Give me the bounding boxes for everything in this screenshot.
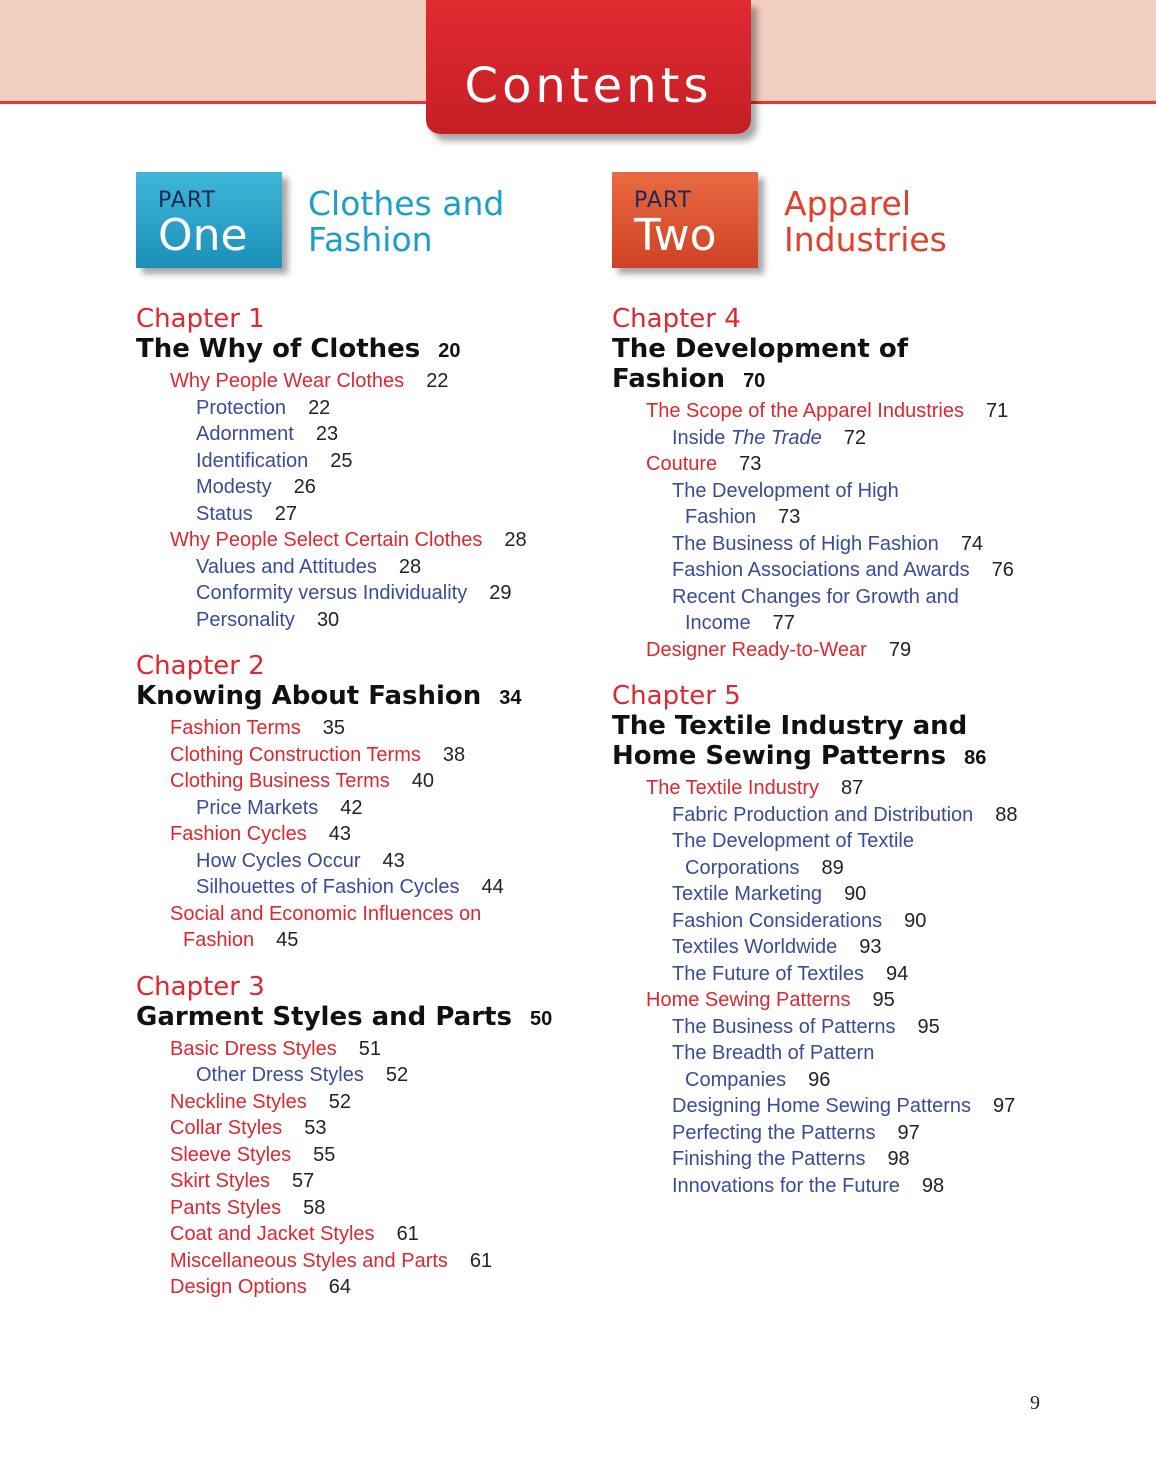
entry-title-text: Collar Styles (170, 1117, 283, 1139)
entry-title-text: Conformity versus Individuality (196, 582, 468, 604)
entry-title-text: Values and Attitudes (196, 555, 377, 578)
chapter-title (136, 681, 586, 713)
toc-entry (612, 584, 1122, 637)
entry-page: 44 (481, 876, 504, 898)
toc-entry (136, 768, 586, 795)
toc-entry (612, 1120, 1122, 1147)
chapter-title-text: Fashion (612, 364, 726, 394)
entry-page: 71 (985, 400, 1009, 422)
toc-entry (612, 1040, 1122, 1093)
toc-entry (136, 580, 586, 607)
entry-title (196, 797, 318, 819)
entry-page: 93 (859, 936, 882, 958)
entry-title-text: Modesty (196, 476, 272, 498)
entry-title (196, 556, 377, 578)
entry-title-text: Designer Ready-to-Wear (646, 638, 867, 661)
entry-title-text: Protection (196, 396, 287, 419)
part-word: PART (634, 188, 693, 213)
entry-page: 30 (316, 608, 340, 631)
entry-continuation (672, 855, 1122, 882)
entry-title (170, 1144, 291, 1166)
entry-title (196, 423, 294, 445)
page-number: 9 (1030, 1392, 1040, 1414)
entry-title-text: Clothing Construction Terms (170, 743, 421, 766)
entry-title (672, 804, 973, 826)
entry-title-text: Neckline Styles (170, 1090, 307, 1113)
toc-entry (136, 527, 586, 554)
toc-entry (136, 448, 586, 475)
entry-title (170, 529, 482, 551)
toc-entry (612, 425, 1122, 452)
entry-page: 95 (872, 989, 895, 1011)
toc-entry (612, 398, 1122, 425)
toc-entry (612, 802, 1122, 829)
chapter-page: 50 (529, 1007, 553, 1030)
entry-page: 26 (293, 476, 316, 498)
entry-page: 45 (276, 929, 299, 951)
entry-page: 38 (442, 743, 466, 766)
toc-entry (136, 1115, 586, 1142)
toc-entry (136, 607, 586, 634)
toc-entry (612, 934, 1122, 961)
toc-entry (136, 795, 586, 822)
contents-tab (426, 0, 751, 134)
entry-title-text: Corporations (685, 856, 800, 879)
entry-page: 28 (504, 529, 527, 551)
part-title-line: Industries (784, 220, 947, 259)
part-number: Two (634, 210, 717, 261)
entry-title (170, 1091, 307, 1113)
toc-entry (612, 478, 1122, 531)
entry-title (646, 989, 851, 1011)
part-badge (136, 172, 282, 268)
part-title-line: Fashion (308, 220, 433, 259)
toc-entry (136, 821, 586, 848)
entry-page: 43 (328, 823, 351, 845)
entry-title-text: The Future of Textiles (672, 962, 864, 985)
entry-title-text: Fabric Production and Distribution (672, 803, 974, 826)
chapter-block (612, 681, 1122, 1199)
entry-title-text: Perfecting the Patterns (672, 1121, 876, 1144)
chapter-title-text: The Why of Clothes (136, 334, 421, 364)
entry-title (170, 1038, 337, 1060)
chapter-title-text: Home Sewing Patterns (612, 741, 947, 771)
entry-title-text: The Development of High (672, 479, 899, 502)
part-word: PART (158, 188, 217, 213)
entry-title-text: The Business of High Fashion (672, 532, 939, 555)
part-two-column (612, 172, 1122, 1217)
entry-title-text: Other Dress Styles (196, 1064, 364, 1086)
entry-title (196, 876, 459, 898)
entry-page: 98 (921, 1174, 945, 1197)
toc-entry (612, 1173, 1122, 1200)
entry-title (672, 1148, 865, 1170)
entry-title (170, 1250, 448, 1272)
toc-entry (612, 1146, 1122, 1173)
toc-entry (136, 474, 586, 501)
entry-page: 40 (411, 770, 434, 792)
entry-title-text: Fashion Terms (170, 717, 301, 739)
entry-title-text: Fashion Associations and Awards (672, 559, 970, 581)
entry-title-text: Designing Home Sewing Patterns (672, 1095, 972, 1117)
toc-entry (136, 1248, 586, 1275)
entry-title (170, 823, 307, 845)
chapter-title (136, 1002, 586, 1034)
entry-title-text: Social and Economic Influences on (170, 902, 482, 925)
chapter-label: Chapter 5 (612, 681, 741, 711)
entry-title-italic: The Trade (730, 426, 822, 449)
part-title-line: Clothes and (308, 184, 505, 223)
entry-title (170, 370, 404, 392)
entry-page: 97 (993, 1095, 1016, 1117)
entry-title-text: The Scope of the Apparel Industries (646, 400, 964, 422)
entry-page: 51 (358, 1037, 381, 1060)
toc-entry (136, 1062, 586, 1089)
entry-title-text: Adornment (196, 423, 294, 445)
entry-page: 27 (274, 502, 297, 525)
topic-list (612, 398, 1122, 663)
toc-entry (136, 1274, 586, 1301)
chapter-block (136, 304, 586, 633)
entry-title (672, 936, 837, 958)
entry-page: 58 (303, 1196, 326, 1219)
toc-entry (136, 901, 586, 954)
entry-page: 87 (841, 777, 864, 799)
entry-title-text: Design Options (170, 1276, 307, 1298)
topic-list (612, 775, 1122, 1199)
entry-title (170, 744, 421, 766)
entry-title (170, 1117, 282, 1139)
entry-title (672, 533, 939, 555)
entry-title (672, 830, 914, 852)
entry-title (672, 586, 959, 608)
toc-entry (612, 987, 1122, 1014)
entry-title (672, 427, 822, 449)
entry-title-text: Fashion (685, 506, 757, 528)
entry-page: 57 (292, 1170, 315, 1192)
entry-continuation (672, 1067, 1122, 1094)
toc-entry (612, 1014, 1122, 1041)
entry-title (672, 883, 822, 905)
entry-title (672, 910, 882, 932)
part-badge (612, 172, 758, 268)
entry-title (170, 1197, 281, 1219)
topic-list (136, 715, 586, 954)
topic-list (136, 368, 586, 633)
part-one-column (136, 172, 586, 1319)
entry-page: 22 (426, 370, 449, 392)
entry-title-text: Income (685, 612, 751, 634)
entry-title-text: Innovations for the Future (672, 1174, 900, 1197)
entry-title-text: Pants Styles (170, 1196, 282, 1219)
entry-page: 22 (308, 396, 331, 419)
toc-entry (612, 828, 1122, 881)
entry-title-text: Personality (196, 608, 295, 631)
toc-entry (136, 554, 586, 581)
chapter-title-text: Knowing About Fashion (136, 681, 482, 711)
toc-entry (136, 1195, 586, 1222)
entry-title (196, 397, 286, 419)
entry-title (170, 1223, 375, 1245)
entry-page: 73 (739, 453, 762, 475)
toc-entry (136, 501, 586, 528)
entry-title-text: Identification (196, 449, 309, 472)
part-header (136, 172, 586, 282)
entry-title (170, 717, 301, 739)
entry-title-text: Skirt Styles (170, 1170, 271, 1192)
entry-title-text: Fashion Considerations (672, 909, 883, 932)
toc-entry (136, 421, 586, 448)
chapter-label: Chapter 2 (136, 651, 265, 681)
entry-page: 98 (887, 1148, 910, 1170)
entry-title (646, 453, 717, 475)
entry-title-text: Sleeve Styles (170, 1143, 292, 1166)
toc-entry (136, 1142, 586, 1169)
entry-title-text: Textile Marketing (672, 883, 823, 905)
chapter-block (136, 651, 586, 954)
chapter-block (612, 304, 1122, 663)
toc-entry (612, 557, 1122, 584)
entry-page: 61 (396, 1223, 419, 1245)
entry-title-text: Basic Dress Styles (170, 1037, 337, 1060)
entry-title (672, 480, 899, 502)
toc-entry (612, 961, 1122, 988)
entry-title (196, 503, 253, 525)
entry-page: 23 (315, 423, 339, 445)
entry-title (196, 609, 295, 631)
entry-title (646, 777, 819, 799)
entry-title-text: Finishing the Patterns (672, 1148, 866, 1170)
toc-entry (136, 1168, 586, 1195)
entry-title-text: Why People Select Certain Clothes (170, 529, 483, 551)
entry-page: 90 (844, 883, 867, 905)
toc-entry (136, 1036, 586, 1063)
toc-entry (136, 742, 586, 769)
toc-entry (612, 637, 1122, 664)
toc-entry (136, 395, 586, 422)
chapter-block (136, 972, 586, 1301)
entry-title-text: Status (196, 502, 253, 525)
toc-entry (612, 531, 1122, 558)
toc-entry (612, 1093, 1122, 1120)
entry-page: 64 (328, 1276, 351, 1298)
entry-title-text: Miscellaneous Styles and Parts (170, 1249, 448, 1272)
entry-page: 96 (808, 1068, 831, 1091)
entry-page: 74 (960, 532, 984, 555)
entry-title-text: Companies (685, 1068, 787, 1091)
entry-page: 95 (917, 1015, 940, 1038)
entry-title (170, 1276, 307, 1298)
entry-title (170, 903, 481, 925)
entry-title-text: Price Markets (196, 796, 319, 819)
entry-title-text: How Cycles Occur (196, 849, 361, 872)
entry-page: 97 (897, 1121, 920, 1144)
chapter-page: 34 (499, 687, 522, 709)
chapter-title-text: The Textile Industry and (612, 711, 968, 741)
entry-title (646, 639, 867, 661)
entry-title (672, 963, 864, 985)
part-number: One (158, 210, 248, 261)
part-title (308, 186, 504, 258)
entry-page: 42 (340, 796, 363, 819)
entry-title-text: Fashion Cycles (170, 823, 307, 845)
entry-continuation (170, 927, 586, 954)
chapter-title (612, 711, 1122, 773)
entry-title (196, 476, 272, 498)
entry-page: 77 (772, 612, 795, 634)
entry-page: 52 (385, 1064, 409, 1086)
entry-page: 73 (778, 506, 801, 528)
entry-title-text: The Textile Industry (646, 777, 820, 799)
entry-page: 25 (330, 449, 353, 472)
toc-entry (612, 881, 1122, 908)
toc-entry (136, 368, 586, 395)
entry-page: 29 (489, 582, 512, 604)
chapter-title-text: The Development of (612, 334, 909, 364)
toc-entry (136, 715, 586, 742)
entry-page: 43 (382, 849, 405, 872)
entry-page: 89 (821, 856, 844, 879)
topic-list (136, 1036, 586, 1301)
entry-title-text: Coat and Jacket Styles (170, 1223, 375, 1245)
entry-title (672, 1095, 971, 1117)
entry-title (196, 582, 467, 604)
part-title-line: Apparel (784, 184, 912, 223)
entry-title (170, 1170, 270, 1192)
entry-title (672, 1042, 874, 1064)
entry-continuation (672, 504, 1122, 531)
part-title (784, 186, 947, 258)
entry-title-text: Home Sewing Patterns (646, 989, 851, 1011)
entry-title (646, 400, 964, 422)
entry-title-text: Textiles Worldwide (672, 936, 838, 958)
entry-title-text: Silhouettes of Fashion Cycles (196, 876, 460, 898)
toc-entry (136, 874, 586, 901)
entry-title (672, 1016, 895, 1038)
chapter-label: Chapter 4 (612, 304, 741, 334)
chapter-page: 86 (964, 747, 987, 769)
chapter-title (612, 334, 1122, 396)
entry-title (672, 1122, 875, 1144)
entry-page: 72 (843, 426, 866, 449)
entry-title (672, 559, 970, 581)
toc-entry (612, 908, 1122, 935)
entry-title-text: The Development of Textile (672, 830, 914, 852)
entry-page: 90 (904, 909, 927, 932)
toc-entry (612, 775, 1122, 802)
entry-page: 28 (398, 555, 422, 578)
chapter-title-text: Garment Styles and Parts (136, 1001, 512, 1032)
part-header (612, 172, 1122, 282)
entry-title (196, 850, 360, 872)
entry-title-text: Fashion (183, 929, 255, 951)
entry-page: 55 (313, 1143, 336, 1166)
entry-title-text: Clothing Business Terms (170, 770, 390, 792)
entry-title (196, 450, 308, 472)
chapter-page: 20 (438, 340, 461, 362)
entry-title (170, 770, 390, 792)
chapter-title (136, 334, 586, 366)
entry-page: 88 (995, 803, 1018, 826)
entry-title-text: Recent Changes for Growth and (672, 585, 959, 608)
toc-entry (136, 1089, 586, 1116)
entry-page: 79 (888, 638, 912, 661)
entry-title-text: The Breadth of Pattern (672, 1042, 875, 1064)
chapter-page: 70 (743, 370, 766, 392)
chapter-label: Chapter 3 (136, 971, 265, 1002)
entry-title-text: Couture (646, 453, 718, 475)
entry-page: 61 (469, 1249, 493, 1272)
entry-title-text: Why People Wear Clothes (170, 370, 405, 392)
entry-page: 94 (885, 962, 909, 985)
toc-entry (612, 451, 1122, 478)
entry-page: 76 (991, 559, 1014, 581)
entry-page: 35 (322, 717, 346, 739)
entry-title (672, 1175, 900, 1197)
toc-entry (136, 1221, 586, 1248)
entry-title-text: The Business of Patterns (672, 1015, 896, 1038)
entry-title (196, 1064, 364, 1086)
toc-entry (136, 848, 586, 875)
entry-page: 53 (304, 1117, 327, 1139)
entry-continuation (672, 610, 1122, 637)
page-title: Contents (464, 58, 713, 114)
entry-page: 52 (328, 1090, 351, 1113)
chapter-label: Chapter 1 (136, 304, 265, 334)
entry-title-text: Inside (672, 426, 731, 449)
